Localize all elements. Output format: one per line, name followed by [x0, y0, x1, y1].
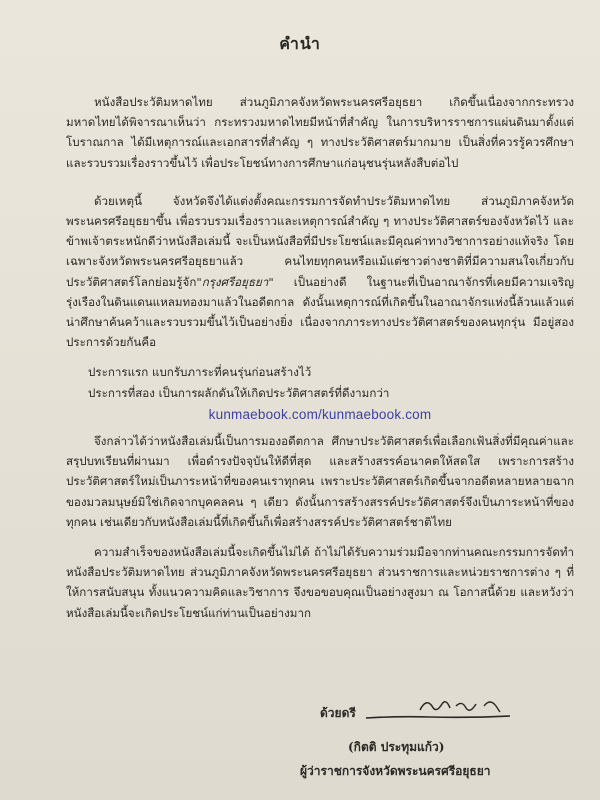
page-title: คำนำ: [279, 34, 321, 53]
paragraph-4: ความสำเร็จของหนังสือเล่มนี้จะเกิดขึ้นไม่ได้ ถ้าไม่ได้รับความร่วมมือจากท่านคณะกรรมการจัดทำหนังสือประวัติมหาดไทย ส่วนภูมิภาคจังหวัดพระนครศรีอยุธยา ส่วนราชการและหน่วยราชการต่าง ๆ ที่ให้การสนับสนุน ทั้งแนวความคิดและวิชาการ จึงขอขอบคุณเป็นอย่างสูงมา ณ โอกาสนี้ด้วย และหวังว่าหนังสือเล่มนี้จะเกิดประโยชน์แก่ท่านเป็นอย่างมาก: [66, 545, 574, 620]
ayutthaya-quote: "กรุงศรีอยุธยา": [196, 274, 274, 289]
paragraph-3: จึงกล่าวได้ว่าหนังสือเล่มนี้เป็นการมองอดีตกาล ศึกษาประวัติศาสตร์เพื่อเลือกเฟ้นสิ่งที่มีคุณค่าและสรุปบทเรียนที่ผ่านมา เพื่อดำรงปัจจุบันให้ดีที่สุด และสร้างสรรค์อนาคตให้สดใส เพราะการสร้างประวัติศาสตร์ใหม่เป็นภาระหน้าที่ของคนเราทุกคน เพราะประวัติศาสตร์เกิดขึ้นจากอดีตหลายหลายฉากของมวลมนุษย์มิใช่เกิดจากบุคคลคน ๆ เดียว ดังนั้นการสร้างสรรค์ประวัติศาสตร์จึงเป็นภาระหน้าที่ของทุกคน เช่นเดียวกับหนังสือเล่มนี้ที่เกิดขึ้นก็เพื่อสร้างสรรค์ประวัติศาสตร์ชาติไทย: [66, 434, 574, 529]
paragraph-2-rest: เป็นอย่างดี ในฐานะที่เป็นอาณาจักรที่เคยมีความเจริญรุ่งเรืองในดินแดนแหลมทองมาแล้วในอดีตกาล ดังนั้นเหตุการณ์ที่เกิดขึ้นในอาณาจักรแห่งนี้ล้วนแล้วแต่น่าศึกษาค้นคว้าและรวบรวมขึ้นไว้เป็นอย่างยิ่ง เนื่องจากภาระทางประวัติศาสตร์ของคนทุกรุ่น มีอยู่สองประการด้วยกันคือ: [66, 274, 574, 350]
paragraph-2-text: ด้วยเหตุนี้ จังหวัดจึงได้แต่งตั้งคณะกรรมการจัดทำประวัติมหาดไทย ส่วนภูมิภาคจังหวัดพระนครศรีอยุธยาขึ้น เพื่อรวบรวมเรื่องราวและเหตุการณ์สำคัญ ๆ ทางประวัติศาสตร์ของจังหวัดไว้ และข้าพเจ้าตระหนักดีว่าหนังสือเล่มนี้ จะเป็นหนังสือที่มีประโยชน์และมีคุณค่าทางวิชาการอย่างแท้จริง โดยเฉพาะจังหวัดพระนครศรีอยุธยาแล้ว คนไทยทุกคนหรือแม้แต่ชาวต่างชาติที่มีความสนใจเกี่ยวกับประวัติศาสตร์โลกย่อมรู้จัก: [66, 193, 574, 289]
preface-body: [66, 92, 574, 623]
paragraph-1: หนังสือประวัติมหาดไทย ส่วนภูมิภาคจังหวัดพระนครศรีอยุธยา เกิดขึ้นเนื่องจากกระทรวงมหาดไทยได้พิจารณาเห็นว่า กระทรวงมหาดไทยมีหน้าที่สำคัญ ในการบริหารราชการแผ่นดินมาตั้งแต่โบราณกาล ได้มีเหตุการณ์และเอกสารที่สำคัญ ๆ ทางประวัติศาสตร์มากมาย เป็นสิ่งที่ควรรู้ควรศึกษาและรวบรวมเรื่องราวขึ้นไว้ เพื่อประโยชน์ทางการศึกษาแก่อนุชนรุ่นหลังสืบต่อไป: [66, 95, 574, 170]
paragraph-2: [66, 191, 574, 353]
watermark-text: kunmaebook.com/kunmaebook.com: [208, 406, 432, 422]
handwritten-signature: [360, 692, 540, 732]
point-second: ประการที่สอง เป็นการผลักดันให้เกิดประวัติศาสตร์ที่ดีงามกว่า: [88, 385, 390, 400]
signer-title: ผู้ว่าราชการจังหวัดพระนครศรีอยุธยา: [300, 764, 491, 778]
signer-name: (กิตติ ประทุมแก้ว): [348, 740, 445, 754]
signature-block: [300, 700, 560, 790]
signature-lead: ด้วยดรี: [320, 706, 356, 720]
point-first: ประการแรก แบกรับภาระที่คนรุ่นก่อนสร้างไว้: [88, 365, 312, 380]
